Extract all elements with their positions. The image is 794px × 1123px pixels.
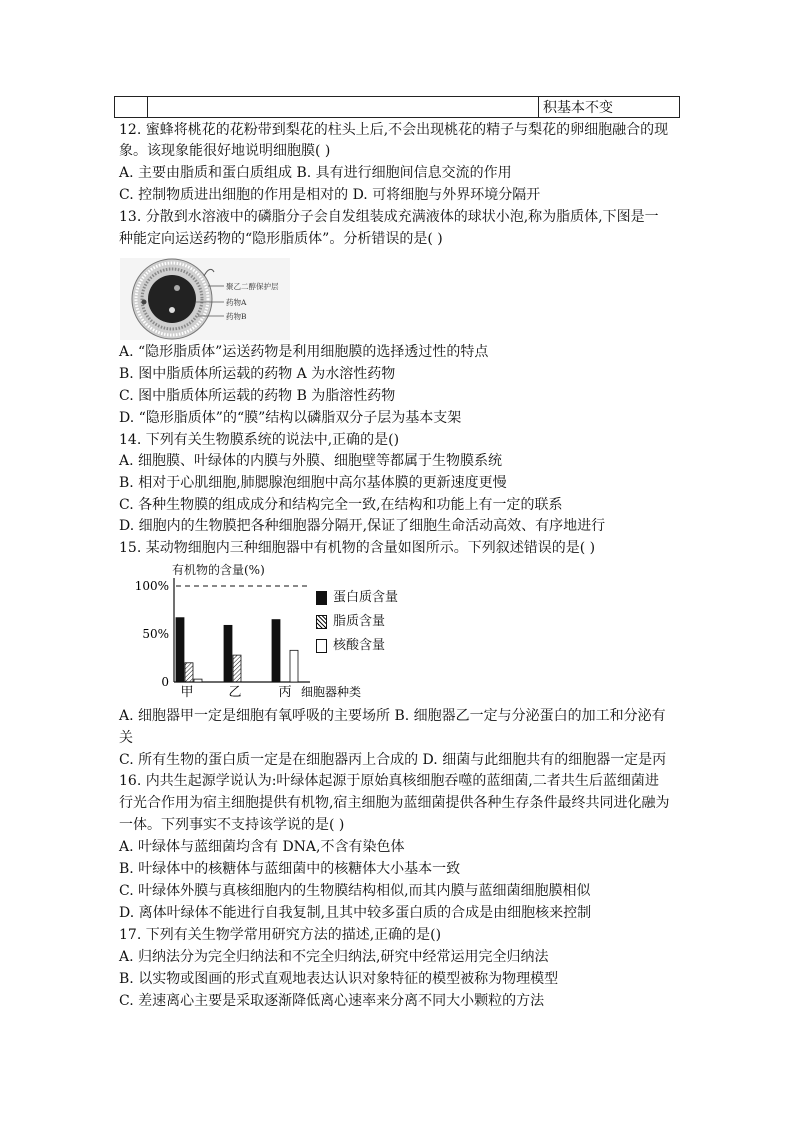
- bar-protein-1: [224, 625, 232, 682]
- legend-item-lipid: [316, 610, 398, 634]
- q17-stem: 17. 下列有关生物学常用研究方法的描述,正确的是(): [119, 927, 442, 943]
- chart-bars: [176, 618, 298, 682]
- q13-option-d: D. “隐形脂质体”的“膜”结构以磷脂双分子层为基本支架: [119, 410, 462, 426]
- q17-option-b: B. 以实物或图画的形式直观地表达认识对象特征的模型被称为物理模型: [119, 971, 559, 987]
- q14-stem: 14. 下列有关生物膜系统的说法中,正确的是(): [119, 432, 400, 448]
- legend-item-protein: [316, 586, 398, 610]
- legend-label-lipid: 脂质含量: [333, 614, 386, 629]
- bar-lipid-1: [233, 655, 241, 682]
- bar-protein-2: [272, 620, 280, 682]
- fig-label-drug-a: 药物A: [226, 298, 247, 307]
- table-cell-empty-1: [115, 97, 148, 118]
- legend-swatch-hatched: [316, 615, 327, 629]
- y-tick-50: 50%: [142, 627, 169, 641]
- q13-option-c: C. 图中脂质体所运载的药物 B 为脂溶性药物: [119, 388, 396, 404]
- y-tick-0: 0: [161, 675, 169, 689]
- fig-label-drug-b: 药物B: [226, 312, 247, 321]
- table-cell-empty-2: [148, 97, 539, 118]
- legend-swatch-solid: [316, 591, 327, 605]
- x-tick-jia: 甲: [180, 685, 194, 700]
- bar-protein-0: [176, 618, 184, 682]
- q12-stem-line-1: 12. 蜜蜂将桃花的花粉带到梨花的柱头上后,不会出现桃花的精子与梨花的卵细胞融合的现: [119, 122, 669, 138]
- liposome-figure: [120, 258, 290, 340]
- x-tick-bing: 丙: [278, 685, 292, 700]
- q16-stem-line-2: 行光合作用为宿主细胞提供有机物,宿主细胞为蓝细菌提供各种生存条件最终共同进化融为: [119, 795, 670, 811]
- q15-options-cd: C. 所有生物的蛋白质一定是在细胞器丙上合成的 D. 细菌与此细胞共有的细胞器一定是丙: [119, 752, 667, 768]
- q15-options-ab-line-1: A. 细胞器甲一定是细胞有氧呼吸的主要场所 B. 细胞器乙一定与分泌蛋白的加工和分泌有: [119, 708, 666, 724]
- bar-lipid-0: [185, 663, 193, 682]
- q16-stem-line-1: 16. 内共生起源学说认为:叶绿体起源于原始真核细胞吞噬的蓝细菌,二者共生后蓝细菌进: [119, 773, 659, 789]
- chart-y-axis-label: 有机物的含量(%): [172, 563, 265, 577]
- fig-label-peg-layer: 聚乙二醇保护层: [226, 282, 279, 291]
- legend-label-protein: 蛋白质含量: [333, 590, 399, 605]
- q14-option-c: C. 各种生物膜的组成成分和结构完全一致,在结构和功能上有一定的联系: [119, 497, 563, 513]
- q14-option-d: D. 细胞内的生物膜把各种细胞器分隔开,保证了细胞生命活动高效、有序地进行: [119, 518, 606, 534]
- q16-option-d: D. 离体叶绿体不能进行自我复制,且其中较多蛋白质的合成是由细胞核来控制: [119, 905, 592, 921]
- q16-option-b: B. 叶绿体中的核糖体与蓝细菌中的核糖体大小基本一致: [119, 861, 461, 877]
- table-cell-right: 积基本不变: [539, 97, 680, 118]
- q17-option-a: A. 归纳法分为完全归纳法和不完全归纳法,研究中经常运用完全归纳法: [119, 949, 549, 965]
- legend-label-nucleic-acid: 核酸含量: [333, 638, 386, 653]
- chart-x-axis-label: 细胞器种类: [301, 685, 362, 699]
- legend-swatch-open: [316, 639, 327, 653]
- q15-options-ab-line-2: 关: [119, 730, 133, 746]
- bar-nucleic-acid-0: [194, 679, 202, 682]
- q15-stem: 15. 某动物细胞内三种细胞器中有机物的含量如图所示。下列叙述错误的是( ): [119, 540, 596, 556]
- q13-option-a: A. “隐形脂质体”运送药物是利用细胞膜的选择透过性的特点: [119, 344, 489, 360]
- q14-option-a: A. 细胞膜、叶绿体的内膜与外膜、细胞壁等都属于生物膜系统: [119, 453, 503, 469]
- chart-legend: [316, 586, 398, 658]
- q13-stem-line-1: 13. 分散到水溶液中的磷脂分子会自发组装成充满液体的球状小泡,称为脂质体,下图是一: [119, 209, 659, 225]
- q13-option-b: B. 图中脂质体所运载的药物 A 为水溶性药物: [119, 366, 396, 382]
- q16-option-c: C. 叶绿体外膜与真核细胞内的生物膜结构相似,而其内膜与蓝细菌细胞膜相似: [119, 883, 591, 899]
- y-tick-100: 100%: [134, 579, 169, 593]
- q14-option-b: B. 相对于心肌细胞,肺腮腺泡细胞中高尔基体膜的更新速度更慢: [119, 475, 507, 491]
- answer-table-fragment: [114, 96, 680, 118]
- q16-stem-line-3: 一体。下列事实不支持该学说的是( ): [119, 817, 345, 833]
- bar-nucleic-acid-2: [290, 650, 298, 682]
- q12-stem-line-2: 象。该现象能很好地说明细胞膜( ): [119, 143, 331, 159]
- x-tick-yi: 乙: [228, 685, 242, 700]
- q16-option-a: A. 叶绿体与蓝细菌均含有 DNA,不含有染色体: [119, 839, 405, 855]
- legend-item-nucleic-acid: [316, 634, 398, 658]
- q12-options-cd: C. 控制物质进出细胞的作用是相对的 D. 可将细胞与外界环境分隔开: [119, 187, 541, 203]
- q13-stem-line-2: 种能定向运送药物的“隐形脂质体”。分析错误的是( ): [119, 231, 443, 247]
- q12-options-ab: A. 主要由脂质和蛋白质组成 B. 具有进行细胞间信息交流的作用: [119, 165, 512, 181]
- q17-option-c: C. 差速离心主要是采取逐渐降低离心速率来分离不同大小颗粒的方法: [119, 993, 545, 1009]
